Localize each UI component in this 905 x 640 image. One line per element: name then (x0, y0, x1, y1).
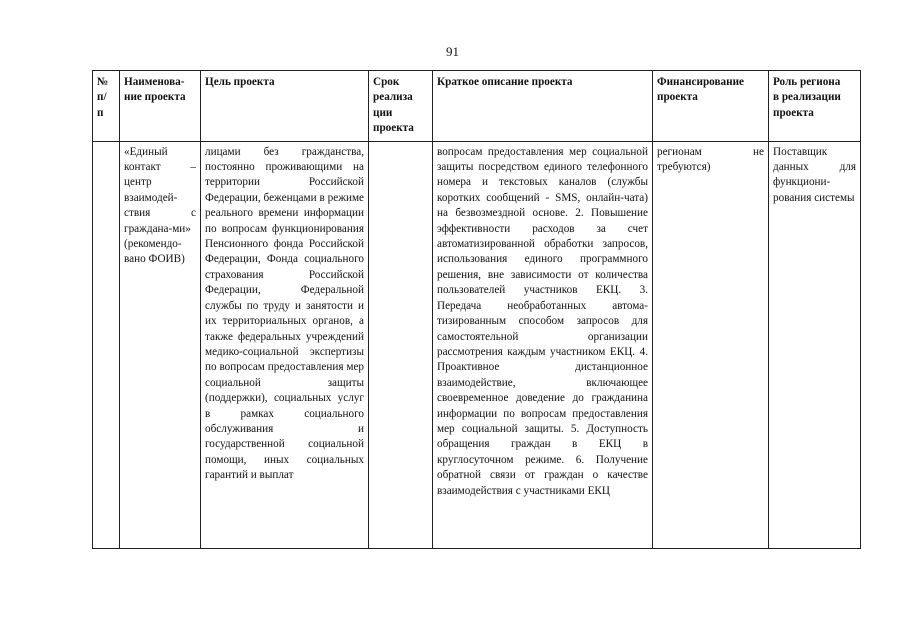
cell-project-term (369, 141, 433, 548)
cell-number (93, 141, 120, 548)
table-header-row (93, 71, 861, 142)
project-table (92, 70, 861, 549)
page-number: 91 (446, 44, 459, 59)
cell-region-role: Поставщик данных для функциони-рования системы (769, 141, 861, 548)
header-project-description: Краткое описание проекта (433, 71, 653, 142)
header-project-name: Наименова- ние проекта (120, 71, 201, 142)
header-project-financing: Финансирование проекта (653, 71, 769, 142)
cell-project-name: «Единый контакт – центр взаимодей-ствия с граждана-ми» (рекомендо-вано ФОИВ) (120, 141, 201, 548)
header-number: № п/ п (93, 71, 120, 142)
cell-project-goal: лицами без гражданства, постоянно проживающими на территории Российской Федерации, беженцами в режиме реального времени информации по вопросам функционирования Пенсионного фонда Российской Федерации, Фонда социального страхования Российской Федерации, Федеральной службы по труду и занятости и их территориальных органов, а также федеральных учреждений медико-социальной экспертизы по вопросам предоставления мер социальной защиты (поддержки), социальных услуг в рамках социального обслуживания и государственной социальной помощи, иных социальных гарантий и выплат (201, 141, 369, 548)
header-project-term: Срок реализа ции проекта (369, 71, 433, 142)
table-row (93, 141, 861, 548)
cell-project-financing: регионам не требуются) (653, 141, 769, 548)
cell-project-description: вопросам предоставления мер социальной защиты посредством единого телефонного номера и текстовых каналов (службы коротких сообщений - SMS, онлайн-чата) на безвозмездной основе. 2. Повышение эффективности расходов за счет автоматизированной обработки запросов, использования единого программного решения, вне зависимости от количества пользователей участников ЕКЦ. 3. Передача необработанных автома-тизированным способом запросов для самостоятельной организации рассмотрения каждым участником ЕКЦ. 4. Проактивное дистанционное взаимодействие, включающее своевременное доведение до гражданина информации по вопросам предоставления мер социальной защиты. 5. Доступность обращения граждан в ЕКЦ в круглосуточном режиме. 6. Получение обратной связи от граждан о качестве взаимодействия с участниками ЕКЦ (433, 141, 653, 548)
header-region-role: Роль региона в реализации проекта (769, 71, 861, 142)
header-project-goal: Цель проекта (201, 71, 369, 142)
